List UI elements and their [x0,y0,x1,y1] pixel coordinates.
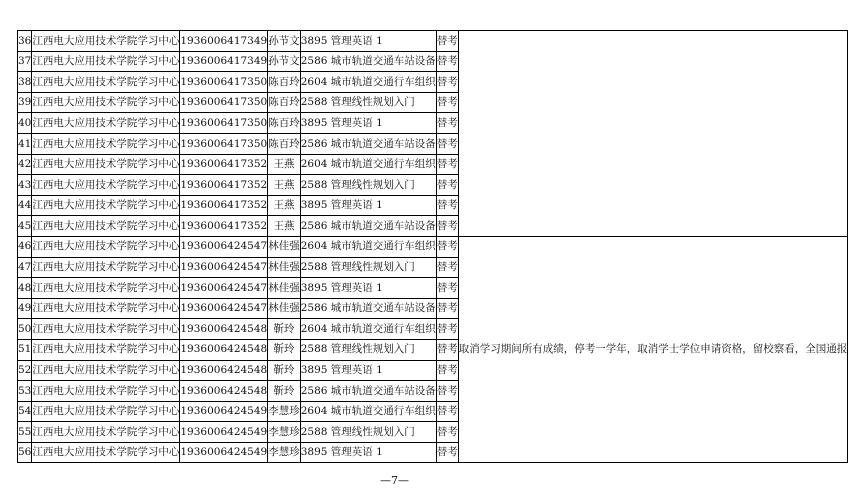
institution-cell: 江西电大应用技术学院学习中心 [32,381,180,402]
student-name-cell: 王燕 [268,195,301,216]
course-cell: 2588 管理线性规划入门 [300,257,436,278]
student-name-cell: 陈百玲 [268,92,301,113]
student-name-cell: 李慧珍 [268,401,301,422]
institution-cell: 江西电大应用技术学院学习中心 [32,72,180,93]
row-number: 52 [18,360,32,381]
student-name-cell: 孙节文 [268,51,301,72]
violation-type-cell: 替考 [436,401,458,422]
row-number: 48 [18,278,32,299]
violation-type-cell: 替考 [436,175,458,196]
violation-type-cell: 替考 [436,113,458,134]
row-number: 36 [18,31,32,52]
institution-cell: 江西电大应用技术学院学习中心 [32,113,180,134]
row-number: 49 [18,298,32,319]
course-cell: 2604 城市轨道交通行车组织 [300,236,436,257]
violation-type-cell: 替考 [436,278,458,299]
student-name-cell: 林佳强 [268,236,301,257]
course-cell: 2604 城市轨道交通行车组织 [300,319,436,340]
violation-type-cell: 替考 [436,72,458,93]
row-number: 55 [18,422,32,443]
row-number: 40 [18,113,32,134]
student-id-cell: 1936006424547 [180,257,268,278]
violation-type-cell: 替考 [436,381,458,402]
violation-type-cell: 替考 [436,51,458,72]
student-name-cell: 李慧珍 [268,442,301,463]
violation-type-cell: 替考 [436,133,458,154]
course-cell: 3895 管理英语 1 [300,31,436,52]
student-name-cell: 靳玲 [268,339,301,360]
table-row [18,31,848,52]
violation-type-cell: 替考 [436,154,458,175]
violation-type-cell: 替考 [436,422,458,443]
institution-cell: 江西电大应用技术学院学习中心 [32,236,180,257]
violation-type-cell: 替考 [436,257,458,278]
student-id-cell: 1936006417349 [180,31,268,52]
row-number: 51 [18,339,32,360]
course-cell: 3895 管理英语 1 [300,360,436,381]
violation-type-cell: 替考 [436,442,458,463]
institution-cell: 江西电大应用技术学院学习中心 [32,92,180,113]
row-number: 47 [18,257,32,278]
course-cell: 2604 城市轨道交通行车组织 [300,154,436,175]
course-cell: 2586 城市轨道交通车站设备 [300,51,436,72]
row-number: 38 [18,72,32,93]
course-cell: 3895 管理英语 1 [300,195,436,216]
student-id-cell: 1936006417352 [180,175,268,196]
violation-type-cell: 替考 [436,216,458,237]
student-id-cell: 1936006417352 [180,216,268,237]
student-name-cell: 孙节文 [268,31,301,52]
student-id-cell: 1936006424548 [180,381,268,402]
student-id-cell: 1936006424547 [180,278,268,299]
institution-cell: 江西电大应用技术学院学习中心 [32,422,180,443]
course-cell: 3895 管理英语 1 [300,442,436,463]
institution-cell: 江西电大应用技术学院学习中心 [32,51,180,72]
student-name-cell: 靳玲 [268,319,301,340]
student-id-cell: 1936006417352 [180,195,268,216]
institution-cell: 江西电大应用技术学院学习中心 [32,339,180,360]
row-number: 56 [18,442,32,463]
student-id-cell: 1936006424547 [180,236,268,257]
row-number: 41 [18,133,32,154]
course-cell: 2588 管理线性规划入门 [300,92,436,113]
student-name-cell: 李慧珍 [268,422,301,443]
violation-type-cell: 替考 [436,339,458,360]
student-name-cell: 陈百玲 [268,113,301,134]
student-name-cell: 王燕 [268,154,301,175]
institution-cell: 江西电大应用技术学院学习中心 [32,401,180,422]
row-number: 43 [18,175,32,196]
course-cell: 2604 城市轨道交通行车组织 [300,72,436,93]
student-name-cell: 林佳强 [268,278,301,299]
student-id-cell: 1936006417350 [180,133,268,154]
row-number: 44 [18,195,32,216]
violation-type-cell: 替考 [436,360,458,381]
course-cell: 2588 管理线性规划入门 [300,175,436,196]
row-number: 46 [18,236,32,257]
student-id-cell: 1936006417350 [180,72,268,93]
student-name-cell: 王燕 [268,216,301,237]
row-number: 37 [18,51,32,72]
page-number: —7— [380,474,409,487]
course-cell: 2588 管理线性规划入门 [300,422,436,443]
institution-cell: 江西电大应用技术学院学习中心 [32,133,180,154]
institution-cell: 江西电大应用技术学院学习中心 [32,31,180,52]
student-id-cell: 1936006424549 [180,442,268,463]
row-number: 50 [18,319,32,340]
student-name-cell: 林佳强 [268,298,301,319]
row-number: 53 [18,381,32,402]
penalty-note-cell: 取消学习期间所有成绩，停考一学年，取消学士学位申请资格，留校察看，全国通报 [458,236,848,463]
student-name-cell: 靳玲 [268,360,301,381]
row-number: 54 [18,401,32,422]
student-id-cell: 1936006417352 [180,154,268,175]
row-number: 42 [18,154,32,175]
student-name-cell: 靳玲 [268,381,301,402]
violation-type-cell: 替考 [436,31,458,52]
course-cell: 3895 管理英语 1 [300,113,436,134]
institution-cell: 江西电大应用技术学院学习中心 [32,442,180,463]
student-id-cell: 1936006424549 [180,401,268,422]
student-id-cell: 1936006424547 [180,298,268,319]
student-name-cell: 陈百玲 [268,72,301,93]
course-cell: 2604 城市轨道交通行车组织 [300,401,436,422]
institution-cell: 江西电大应用技术学院学习中心 [32,360,180,381]
student-id-cell: 1936006424548 [180,339,268,360]
student-id-cell: 1936006424549 [180,422,268,443]
course-cell: 2588 管理线性规划入门 [300,339,436,360]
row-number: 39 [18,92,32,113]
student-name-cell: 王燕 [268,175,301,196]
violation-type-cell: 替考 [436,319,458,340]
student-id-cell: 1936006417349 [180,51,268,72]
student-id-cell: 1936006417350 [180,92,268,113]
student-name-cell: 陈百玲 [268,133,301,154]
institution-cell: 江西电大应用技术学院学习中心 [32,216,180,237]
penalty-note-cell [458,31,848,237]
course-cell: 2586 城市轨道交通车站设备 [300,216,436,237]
institution-cell: 江西电大应用技术学院学习中心 [32,175,180,196]
violation-type-cell: 替考 [436,236,458,257]
student-name-cell: 林佳强 [268,257,301,278]
row-number: 45 [18,216,32,237]
student-id-cell: 1936006424548 [180,360,268,381]
penalty-table [17,30,848,463]
violation-type-cell: 替考 [436,298,458,319]
table-body [18,31,848,463]
institution-cell: 江西电大应用技术学院学习中心 [32,298,180,319]
violation-type-cell: 替考 [436,195,458,216]
institution-cell: 江西电大应用技术学院学习中心 [32,257,180,278]
course-cell: 3895 管理英语 1 [300,278,436,299]
table-row [18,236,848,257]
course-cell: 2586 城市轨道交通车站设备 [300,381,436,402]
violation-type-cell: 替考 [436,92,458,113]
institution-cell: 江西电大应用技术学院学习中心 [32,278,180,299]
course-cell: 2586 城市轨道交通车站设备 [300,298,436,319]
student-id-cell: 1936006417350 [180,113,268,134]
course-cell: 2586 城市轨道交通车站设备 [300,133,436,154]
institution-cell: 江西电大应用技术学院学习中心 [32,319,180,340]
institution-cell: 江西电大应用技术学院学习中心 [32,195,180,216]
institution-cell: 江西电大应用技术学院学习中心 [32,154,180,175]
student-id-cell: 1936006424548 [180,319,268,340]
